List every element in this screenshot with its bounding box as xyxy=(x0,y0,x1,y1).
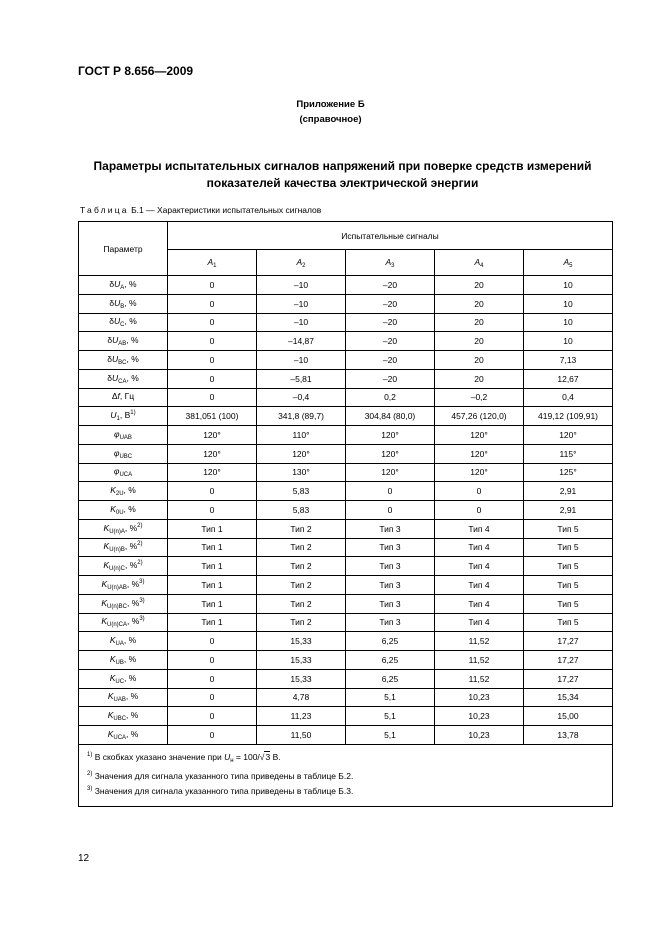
table-row xyxy=(79,519,613,538)
table-row xyxy=(79,332,613,351)
parameter-cell: $K_{UAB}$, % xyxy=(79,688,168,707)
value-cell: Тип 4 xyxy=(435,538,524,557)
value-cell: –0,4 xyxy=(257,388,346,407)
parameter-cell: $K_{UB}$, % xyxy=(79,651,168,670)
value-cell: 20 xyxy=(435,369,524,388)
table-row xyxy=(79,688,613,707)
parameter-cell: $K_{U(n)CA}$, %$^{3)}$ xyxy=(79,613,168,632)
value-cell: 125° xyxy=(524,463,613,482)
parameter-cell: $K_{U(n)C}$, %$^{2)}$ xyxy=(79,557,168,576)
value-cell: –10 xyxy=(257,313,346,332)
value-cell: 17,27 xyxy=(524,632,613,651)
value-cell: 381,051 (100) xyxy=(168,407,257,426)
value-cell: 10 xyxy=(524,313,613,332)
table-caption-word: Таблица xyxy=(80,205,129,215)
parameter-cell: $\delta U_{CA}$, % xyxy=(79,369,168,388)
table-row xyxy=(79,632,613,651)
parameter-cell: Δf, Гц xyxy=(79,388,168,407)
table-caption-text: Б.1 — Характеристики испытательных сигналов xyxy=(128,205,322,215)
parameter-cell: $\varphi_{UCA}$ xyxy=(79,463,168,482)
value-cell: 10 xyxy=(524,332,613,351)
table-row xyxy=(79,538,613,557)
table-row xyxy=(79,313,613,332)
parameter-cell: $K_{U(n)BC}$, %$^{3)}$ xyxy=(79,594,168,613)
value-cell: 0 xyxy=(168,369,257,388)
appendix-subtitle: (справочное) xyxy=(299,114,362,125)
value-cell: 11,52 xyxy=(435,669,524,688)
value-cell: 341,8 (89,7) xyxy=(257,407,346,426)
value-cell: 0 xyxy=(435,501,524,520)
value-cell: 0 xyxy=(435,482,524,501)
table-row xyxy=(79,369,613,388)
parameter-cell: $K_{UA}$, % xyxy=(79,632,168,651)
value-cell: 6,25 xyxy=(346,632,435,651)
value-cell: 0 xyxy=(168,726,257,745)
value-cell: 5,1 xyxy=(346,707,435,726)
parameter-cell: $K_{U(n)A}$, %$^{2)}$ xyxy=(79,519,168,538)
value-cell: –10 xyxy=(257,276,346,295)
value-cell: Тип 5 xyxy=(524,576,613,595)
value-cell: 120° xyxy=(168,444,257,463)
value-cell: 20 xyxy=(435,332,524,351)
value-cell: Тип 1 xyxy=(168,519,257,538)
value-cell: –10 xyxy=(257,351,346,370)
value-cell: 11,23 xyxy=(257,707,346,726)
table-notes xyxy=(79,744,613,806)
value-cell: Тип 2 xyxy=(257,576,346,595)
value-cell: 0 xyxy=(168,707,257,726)
value-cell: Тип 4 xyxy=(435,557,524,576)
value-cell: Тип 1 xyxy=(168,557,257,576)
page-number: 12 xyxy=(78,853,90,864)
sqrt-symbol: √ xyxy=(259,751,265,762)
value-cell: Тип 3 xyxy=(346,613,435,632)
value-cell: 120° xyxy=(435,463,524,482)
appendix-title: Приложение Б xyxy=(296,99,365,110)
value-cell: 15,34 xyxy=(524,688,613,707)
section-title: Параметры испытательных сигналов напряжений при поверке средств измерений показателей качества электрической энергии xyxy=(93,159,592,190)
column-header: $A_4$ xyxy=(435,250,524,276)
value-cell: Тип 2 xyxy=(257,594,346,613)
value-cell: 11,50 xyxy=(257,726,346,745)
value-cell: 20 xyxy=(435,351,524,370)
value-cell: 120° xyxy=(168,463,257,482)
parameter-cell: $K_{UBC}$, % xyxy=(79,707,168,726)
table-row xyxy=(79,426,613,445)
value-cell: –10 xyxy=(257,294,346,313)
value-cell: Тип 1 xyxy=(168,538,257,557)
value-cell: 0 xyxy=(168,482,257,501)
value-cell: 11,52 xyxy=(435,651,524,670)
value-cell: 419,12 (109,91) xyxy=(524,407,613,426)
value-cell: 0 xyxy=(168,294,257,313)
value-cell: 0 xyxy=(168,276,257,295)
table-row xyxy=(79,726,613,745)
value-cell: Тип 4 xyxy=(435,613,524,632)
value-cell: –20 xyxy=(346,294,435,313)
value-cell: Тип 4 xyxy=(435,576,524,595)
value-cell: 10,23 xyxy=(435,726,524,745)
table-row xyxy=(79,576,613,595)
value-cell: 0,4 xyxy=(524,388,613,407)
value-cell: Тип 5 xyxy=(524,538,613,557)
parameter-cell: $K_{U(n)AB}$, %$^{3)}$ xyxy=(79,576,168,595)
value-cell: Тип 5 xyxy=(524,613,613,632)
value-cell: 5,83 xyxy=(257,482,346,501)
value-cell: Тип 2 xyxy=(257,613,346,632)
value-cell: Тип 3 xyxy=(346,519,435,538)
value-cell: 5,83 xyxy=(257,501,346,520)
table-caption xyxy=(80,205,321,215)
value-cell: 115° xyxy=(524,444,613,463)
value-cell: Тип 2 xyxy=(257,538,346,557)
column-header: $A_5$ xyxy=(524,250,613,276)
parameter-cell: $\varphi_{UAB}$ xyxy=(79,426,168,445)
value-cell: –5,81 xyxy=(257,369,346,388)
value-cell: 0 xyxy=(168,388,257,407)
value-cell: 12,67 xyxy=(524,369,613,388)
value-cell: 6,25 xyxy=(346,651,435,670)
value-cell: 5,1 xyxy=(346,688,435,707)
header-parameter: Параметр xyxy=(79,222,168,276)
value-cell: 0 xyxy=(168,688,257,707)
value-cell: Тип 5 xyxy=(524,557,613,576)
value-cell: 120° xyxy=(346,426,435,445)
column-header: $A_1$ xyxy=(168,250,257,276)
value-cell: 10,23 xyxy=(435,707,524,726)
parameter-cell: $\delta U_B$, % xyxy=(79,294,168,313)
value-cell: Тип 2 xyxy=(257,557,346,576)
value-cell: 0 xyxy=(168,669,257,688)
parameter-cell: $K_{UCA}$, % xyxy=(79,726,168,745)
value-cell: Тип 5 xyxy=(524,594,613,613)
value-cell: –0,2 xyxy=(435,388,524,407)
value-cell: 457,26 (120,0) xyxy=(435,407,524,426)
signals-table xyxy=(78,221,613,807)
value-cell: 120° xyxy=(168,426,257,445)
value-cell: Тип 3 xyxy=(346,594,435,613)
value-cell: Тип 5 xyxy=(524,519,613,538)
value-cell: 0 xyxy=(168,651,257,670)
value-cell: 20 xyxy=(435,294,524,313)
parameter-cell: $K_{2U}$, % xyxy=(79,482,168,501)
value-cell: Тип 3 xyxy=(346,576,435,595)
table-row xyxy=(79,594,613,613)
value-cell: 10,23 xyxy=(435,688,524,707)
value-cell: Тип 4 xyxy=(435,594,524,613)
value-cell: 15,33 xyxy=(257,651,346,670)
value-cell: 10 xyxy=(524,294,613,313)
value-cell: –20 xyxy=(346,351,435,370)
header-signals: Испытательные сигналы xyxy=(168,222,613,250)
parameter-cell: $\delta U_{BC}$, % xyxy=(79,351,168,370)
value-cell: 4,78 xyxy=(257,688,346,707)
table-row xyxy=(79,707,613,726)
value-cell: –20 xyxy=(346,276,435,295)
value-cell: 304,84 (80,0) xyxy=(346,407,435,426)
value-cell: 15,33 xyxy=(257,669,346,688)
value-cell: 120° xyxy=(257,444,346,463)
parameter-cell: $\delta U_C$, % xyxy=(79,313,168,332)
note-1: $^{1)}$ В скобках указано значение при $U_н = 100/√3$ В. xyxy=(87,751,281,764)
parameter-cell: $\delta U_A$, % xyxy=(79,276,168,295)
table-row xyxy=(79,294,613,313)
value-cell: 120° xyxy=(346,444,435,463)
parameter-cell: $\delta U_{AB}$, % xyxy=(79,332,168,351)
table-row xyxy=(79,613,613,632)
parameter-cell: $U_1$, $В^{1)}$ xyxy=(79,407,168,426)
value-cell: 7,13 xyxy=(524,351,613,370)
value-cell: Тип 3 xyxy=(346,557,435,576)
parameter-cell: $K_{0U}$, % xyxy=(79,501,168,520)
table-row xyxy=(79,557,613,576)
value-cell: 0 xyxy=(346,482,435,501)
value-cell: 0 xyxy=(168,632,257,651)
table-row xyxy=(79,651,613,670)
value-cell: –14,87 xyxy=(257,332,346,351)
parameter-cell: $K_{UC}$, % xyxy=(79,669,168,688)
value-cell: 11,52 xyxy=(435,632,524,651)
value-cell: 110° xyxy=(257,426,346,445)
table-row xyxy=(79,669,613,688)
value-cell: Тип 4 xyxy=(435,519,524,538)
table-row xyxy=(79,276,613,295)
value-cell: Тип 1 xyxy=(168,594,257,613)
value-cell: 10 xyxy=(524,276,613,295)
table-row xyxy=(79,407,613,426)
value-cell: 0,2 xyxy=(346,388,435,407)
value-cell: 13,78 xyxy=(524,726,613,745)
value-cell: 120° xyxy=(346,463,435,482)
table-row xyxy=(79,351,613,370)
column-header: $A_3$ xyxy=(346,250,435,276)
table-row xyxy=(79,501,613,520)
table-row xyxy=(79,482,613,501)
note-3: $^{3)}$ Значения для сигнала указанного типа приведены в таблице Б.3. xyxy=(87,785,354,796)
value-cell: 0 xyxy=(168,313,257,332)
value-cell: –20 xyxy=(346,369,435,388)
value-cell: 20 xyxy=(435,276,524,295)
value-cell: 17,27 xyxy=(524,669,613,688)
value-cell: 0 xyxy=(168,351,257,370)
parameter-cell: $\varphi_{UBC}$ xyxy=(79,444,168,463)
value-cell: 20 xyxy=(435,313,524,332)
value-cell: Тип 1 xyxy=(168,613,257,632)
column-header: $A_2$ xyxy=(257,250,346,276)
value-cell: 0 xyxy=(346,501,435,520)
value-cell: 120° xyxy=(435,444,524,463)
parameter-cell: $K_{U(n)B}$, %$^{2)}$ xyxy=(79,538,168,557)
value-cell: Тип 3 xyxy=(346,538,435,557)
note-2: $^{2)}$ Значения для сигнала указанного типа приведены в таблице Б.2. xyxy=(87,770,354,781)
value-cell: 2,91 xyxy=(524,482,613,501)
value-cell: 5,1 xyxy=(346,726,435,745)
value-cell: 6,25 xyxy=(346,669,435,688)
value-cell: 0 xyxy=(168,501,257,520)
value-cell: 120° xyxy=(435,426,524,445)
value-cell: Тип 1 xyxy=(168,576,257,595)
table-row xyxy=(79,463,613,482)
value-cell: 15,33 xyxy=(257,632,346,651)
table-row xyxy=(79,388,613,407)
value-cell: 130° xyxy=(257,463,346,482)
document-header: ГОСТ Р 8.656—2009 xyxy=(78,64,194,78)
value-cell: 2,91 xyxy=(524,501,613,520)
value-cell: 0 xyxy=(168,332,257,351)
value-cell: –20 xyxy=(346,332,435,351)
value-cell: 17,27 xyxy=(524,651,613,670)
value-cell: 15,00 xyxy=(524,707,613,726)
value-cell: –20 xyxy=(346,313,435,332)
value-cell: 120° xyxy=(524,426,613,445)
table-row xyxy=(79,444,613,463)
value-cell: Тип 2 xyxy=(257,519,346,538)
